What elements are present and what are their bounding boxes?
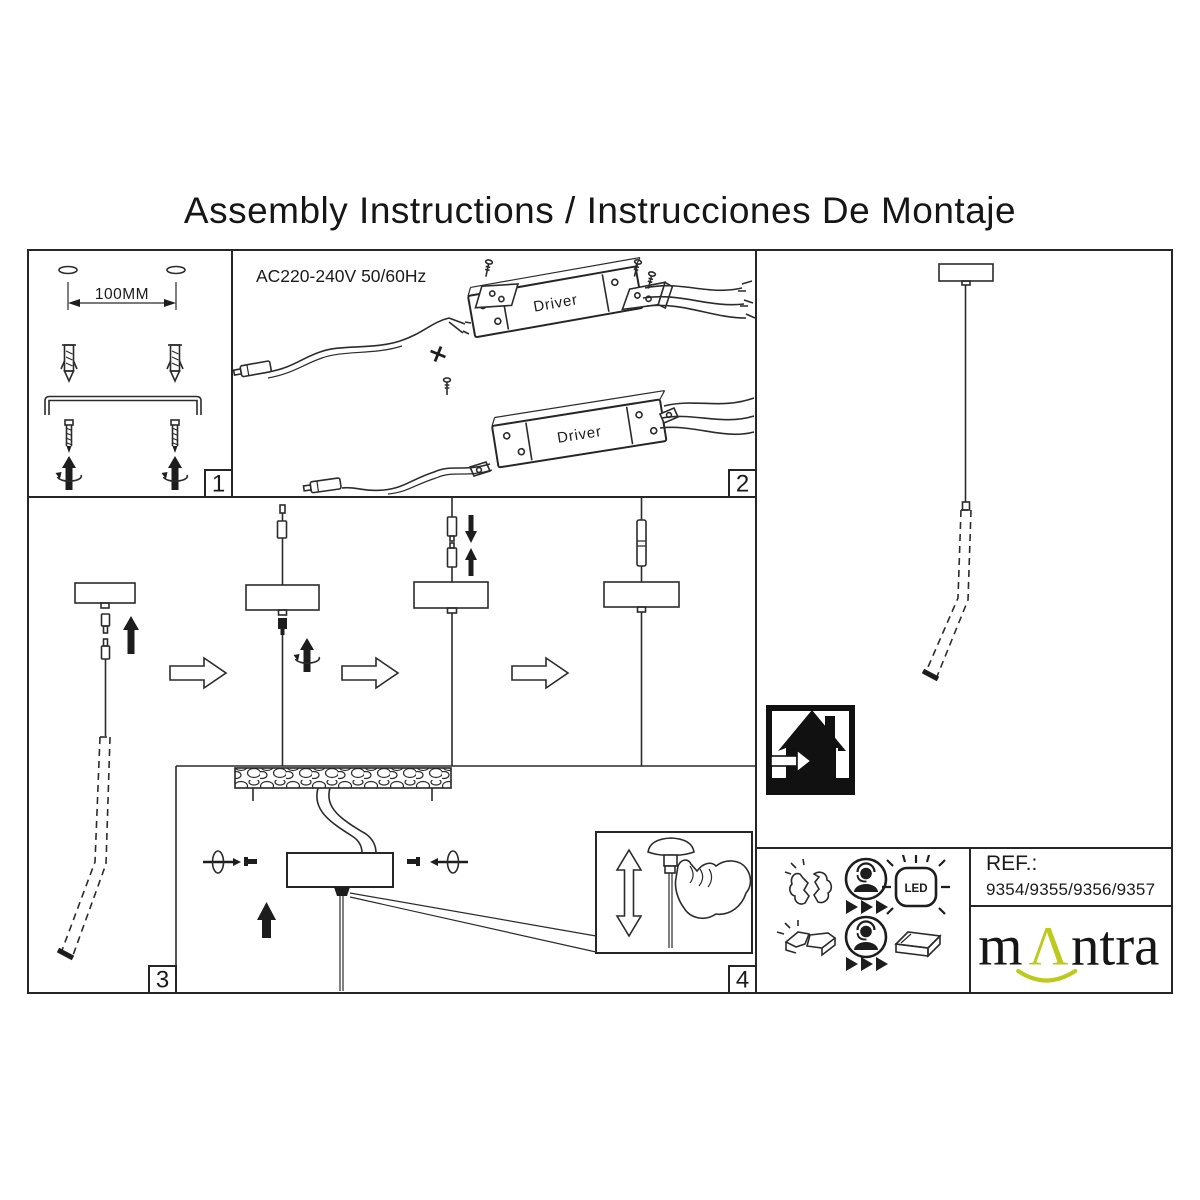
ceiling-wire	[329, 788, 376, 853]
drill-hole-right	[167, 267, 185, 274]
driver-flange	[660, 408, 678, 423]
wall-plug-right	[167, 345, 183, 381]
stage-3-connect-through-ceiling	[414, 497, 488, 766]
voltage-label: AC220-240V 50/60Hz	[256, 266, 427, 286]
ceiling-cross-section	[235, 768, 451, 788]
dimension-label: 100MM	[94, 286, 150, 303]
replace-sequence-icon	[846, 900, 888, 914]
brand-prefix: m	[978, 914, 1023, 978]
reference-block	[986, 852, 1166, 900]
ceiling-mounting-detail	[203, 768, 596, 991]
step-arrow	[170, 658, 226, 688]
screw-left	[65, 420, 73, 453]
terminal-screw	[444, 378, 451, 395]
replace-sequence-icon	[846, 957, 888, 971]
cord-connector	[233, 361, 271, 378]
house-chimney	[825, 716, 835, 740]
wall-plug-left	[61, 345, 77, 381]
stripped-wire-ends	[449, 318, 471, 334]
up-arrow	[257, 902, 276, 938]
screw-rotate-icon-left	[203, 851, 241, 873]
broken-led-lamp-icon	[785, 859, 831, 904]
ref-label: REF.:	[986, 852, 1038, 875]
lamp-tube-dashed	[61, 737, 110, 958]
service-contact-icon	[846, 917, 886, 957]
new-driver-module-icon	[896, 932, 940, 956]
ceiling-canopy	[939, 264, 993, 281]
led-label: LED	[904, 883, 928, 895]
up-arrow	[465, 548, 477, 576]
mounting-bracket-bar	[45, 397, 201, 416]
panel-1-mounting-template	[45, 267, 201, 491]
panel-3-assembly-sequence	[58, 497, 752, 991]
drill-hole-left	[59, 267, 77, 274]
detail-callout-lines	[350, 893, 596, 952]
step-arrow	[512, 658, 568, 688]
cord-gripper	[334, 887, 350, 896]
lamp-tube-dashed	[925, 510, 971, 679]
rotate-connector-icon	[294, 638, 320, 672]
phillips-cross-icon	[428, 344, 449, 365]
mantra-logo	[978, 912, 1166, 990]
panel-service-icons	[777, 855, 950, 971]
bracket-screw	[483, 259, 493, 277]
panel-2-label: 2	[735, 470, 750, 498]
led-light-icon	[882, 855, 950, 914]
ceiling-wire	[317, 788, 362, 853]
screw-right	[171, 420, 179, 453]
screw-rotate-icon-right	[430, 851, 468, 873]
step-arrow	[342, 658, 398, 688]
panel-4-label: 4	[735, 966, 750, 994]
lamp-tip	[923, 671, 938, 679]
cable-gripper	[665, 866, 675, 873]
driver-unit-2	[491, 391, 673, 468]
panel-4-height-adjustment	[596, 832, 752, 953]
driver-label: Driver	[556, 423, 603, 447]
cord-connector	[303, 478, 341, 494]
stage-2-canopy-screwed	[246, 505, 319, 766]
brand-caret: Λ	[1028, 915, 1069, 977]
stage-4-installed	[604, 497, 679, 766]
brand-suffix: ntra	[1070, 914, 1160, 978]
supply-cord	[268, 318, 449, 372]
ref-model-numbers: 9354/9355/9356/9357	[986, 880, 1156, 899]
service-contact-icon	[846, 859, 886, 899]
driver-label: Driver	[532, 291, 580, 316]
output-wires-2	[660, 398, 754, 434]
down-arrow	[465, 515, 477, 543]
panel-2-driver-wiring	[233, 258, 755, 494]
panel-3-label: 3	[155, 966, 170, 994]
page-title: Assembly Instructions / Instrucciones De Montaje	[183, 190, 1017, 231]
lamp-tip	[58, 950, 73, 958]
indoor-use-only-icon	[769, 708, 852, 792]
broken-driver-module-icon	[777, 920, 835, 955]
stage-1-lamp	[58, 583, 139, 958]
screw-in-rotation-icon	[56, 456, 82, 490]
panel-1-label: 1	[211, 470, 226, 498]
panel-finished-pendant	[769, 264, 993, 792]
up-arrow	[123, 616, 139, 654]
screw-in-rotation-icon	[162, 456, 188, 490]
brand-logo	[972, 908, 1172, 993]
